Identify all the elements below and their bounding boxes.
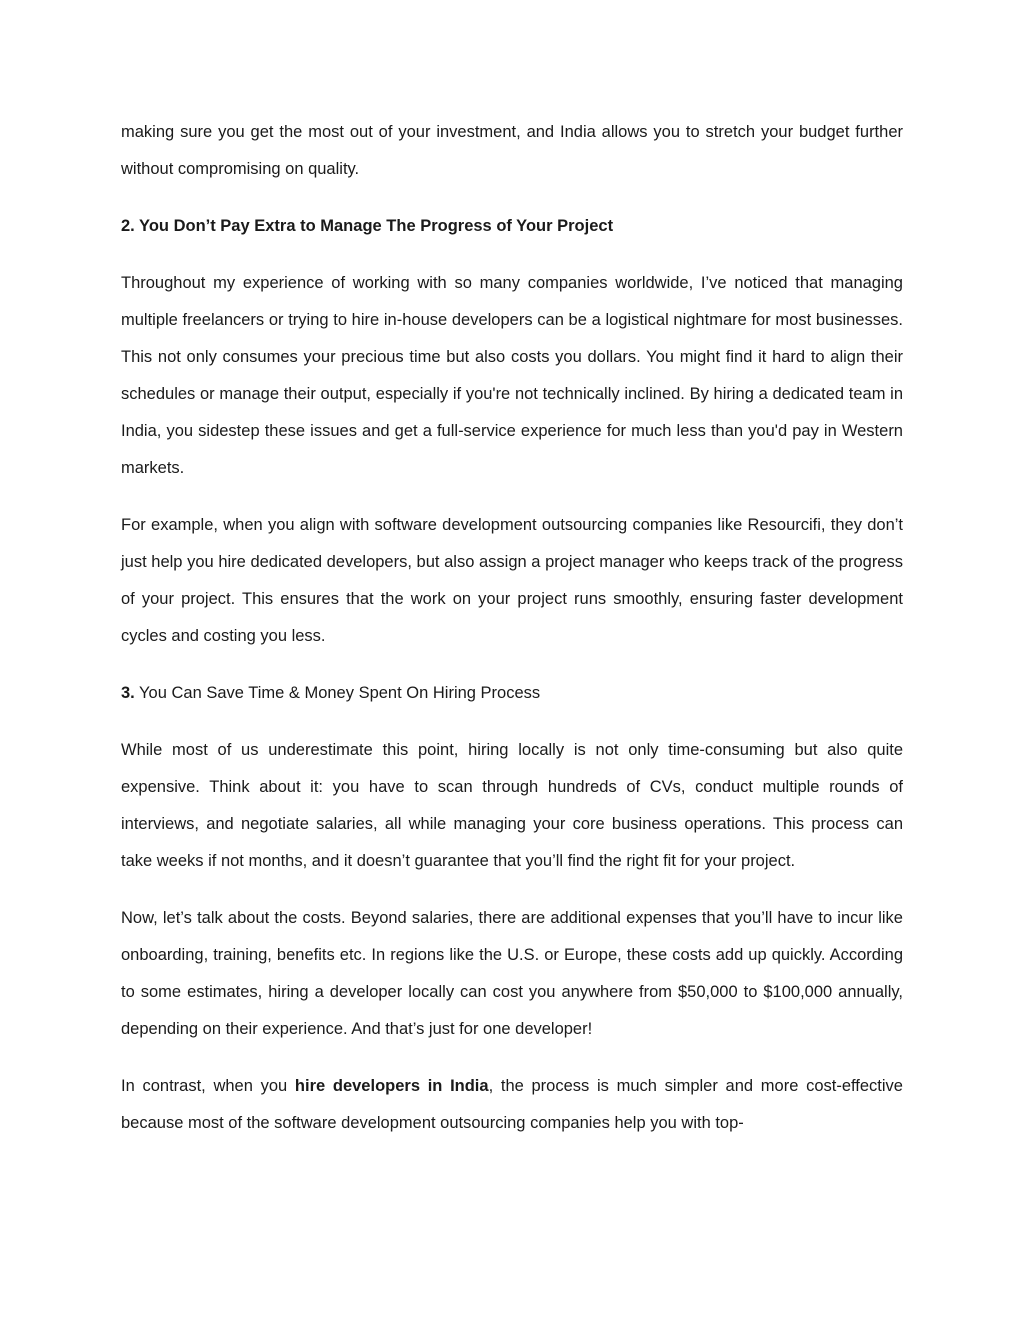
- hire-developers-india-bold: hire developers in India: [294, 1077, 489, 1095]
- section-2-paragraph-2: For example, when you align with software development outsourcing companies like Resourcifi, they don’t just help you hire dedicated developers, but also assign a project manager who keeps track of the progress of your project. This ensures that the work on your project runs smoothly, ensuring faster development cycles and costing you less.: [121, 516, 903, 645]
- section-3-paragraph-3: [121, 1068, 903, 1142]
- section-2-heading: 2. You Don’t Pay Extra to Manage The Progress of Your Project: [121, 217, 614, 235]
- section-3-paragraph-1: While most of us underestimate this point, hiring locally is not only time-consuming but also quite expensive. Think about it: you have to scan through hundreds of CVs, conduct multiple rounds of interviews, and negotiate salaries, all while managing your core business operations. This process can take weeks if not months, and it doesn’t guarantee that you’ll find the right fit for your project.: [121, 741, 903, 870]
- intro-paragraph: making sure you get the most out of your investment, and India allows you to stretch your budget further without compromising on quality.: [121, 123, 903, 178]
- section-3-paragraph-2: Now, let’s talk about the costs. Beyond salaries, there are additional expenses that you’ll have to incur like onboarding, training, benefits etc. In regions like the U.S. or Europe, these costs add up quickly. According to some estimates, hiring a developer locally can cost you anywhere from $50,000 to $100,000 annually, depending on their experience. And that’s just for one developer!: [121, 909, 903, 1038]
- section-3-title: You Can Save Time & Money Spent On Hiring Process: [134, 684, 541, 702]
- paragraph-text-before: In contrast, when you: [121, 1077, 295, 1095]
- section-2-paragraph-1: Throughout my experience of working with so many companies worldwide, I’ve noticed that managing multiple freelancers or trying to hire in-house developers can be a logistical nightmare for most businesses. This not only consumes your precious time but also costs you dollars. You might find it hard to align their schedules or manage their output, especially if you're not technically inclined. By hiring a dedicated team in India, you sidestep these issues and get a full-service experience for much less than you'd pay in Western markets.: [121, 274, 903, 477]
- document-page: [121, 114, 903, 1162]
- paragraph-text-after: , the process is much simpler and more cost-effective because most of the software development outsourcing companies help you with top-: [121, 1077, 903, 1132]
- section-3-heading: [121, 675, 903, 712]
- section-3-number: 3.: [121, 684, 135, 702]
